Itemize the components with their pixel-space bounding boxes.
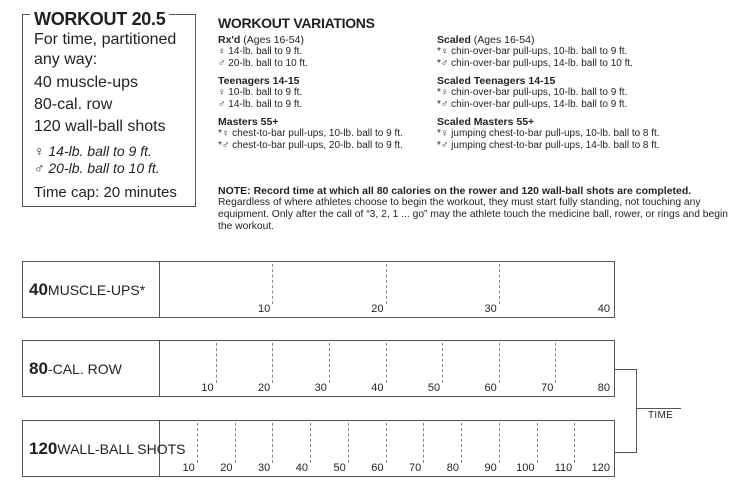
tick-mark [272,423,273,463]
tick-mark [499,343,500,383]
row-label: 120 WALL-BALL SHOTS [23,421,160,476]
time-label: TIME [648,410,674,421]
tick-mark [555,343,556,383]
tick-mark [235,423,236,463]
tick-label: 10 [258,303,271,315]
variation-line: *♂ chin-over-bar pull-ups, 14-lb. ball to 10 ft. [437,58,633,69]
tick-mark [423,423,424,463]
variation-heading: Masters 55+ [218,116,279,128]
variation-line: *♀ chest-to-bar pull-ups, 10-lb. ball to 9 ft. [218,128,403,139]
row-label: 80 -CAL. ROW [23,341,160,396]
workout-line: any way: [34,51,98,68]
tick-mark [537,423,538,463]
variation-line: *♂ chest-to-bar pull-ups, 20-lb. ball to 9 ft. [218,140,403,151]
variation-heading: Scaled Masters 55+ [437,116,535,128]
time-bracket [615,369,637,453]
tick-mark [386,264,387,304]
tick-mark [386,343,387,383]
tick-label: 60 [484,382,497,394]
tick-label: 20 [258,382,271,394]
tick-mark [461,423,462,463]
tick-label: 100 [516,462,535,474]
tick-label: 50 [427,382,441,394]
time-cap: Time cap: 20 minutes [34,184,177,201]
variation-line: ♂ 20-lb. ball to 10 ft. [218,58,308,69]
note [218,185,742,233]
tick-label: 40 [295,462,308,474]
tick-mark [216,343,217,383]
tick-label: 50 [333,462,346,474]
tick-label: 110 [554,462,573,474]
workout-line: 80-cal. row [34,96,113,113]
tick-label: 60 [371,462,384,474]
tick-mark [574,423,575,463]
variation-line: *♂ chin-over-bar pull-ups, 14-lb. ball to 9 ft. [437,99,628,110]
variation-line: *♂ jumping chest-to-bar pull-ups, 14-lb. ball to 8 ft. [437,140,660,151]
tick-label: 10 [182,462,195,474]
tick-label: 80 [597,382,610,394]
variation-line: *♀ chin-over-bar pull-ups, 10-lb. ball to 9 ft. [437,46,628,57]
tick-mark [499,264,500,304]
tick-label: 10 [201,382,214,394]
variation-heading: Teenagers 14-15 [218,75,300,87]
tick-label: 20 [371,303,384,315]
tick-mark [272,343,273,383]
note-bold: NOTE: Record time at which all 80 calories on the rower and 120 wall-ball shots are completed. [218,185,692,197]
tick-label: 30 [314,382,327,394]
tick-label: 70 [541,382,554,394]
tick-label: 30 [258,462,271,474]
variations-title: WORKOUT VARIATIONS [218,15,375,31]
scoresheet-row-wall-balls [22,420,615,477]
variation-line: ♂ 14-lb. ball to 9 ft. [218,99,303,110]
tick-label: 30 [484,303,497,315]
tick-label: 40 [597,303,610,315]
variation-line: ♀ 10-lb. ball to 9 ft. [218,87,303,98]
variation-heading: Scaled Teenagers 14-15 [437,75,556,87]
scoresheet-row-row [22,340,615,397]
tick-mark [329,343,330,383]
tick-label: 70 [409,462,422,474]
tick-mark [499,423,500,463]
workout-line: For time, partitioned [34,31,177,48]
tick-label: 40 [371,382,384,394]
tick-label: 20 [220,462,233,474]
ball-female: ♀ 14-lb. ball to 9 ft. [34,143,152,159]
variation-line: ♀ 14-lb. ball to 9 ft. [218,46,303,57]
workout-line: 120 wall-ball shots [34,118,166,135]
note-text: Regardless of where athletes choose to begin the workout, they must start fully standing, not touching any equipment. Only after the call of “3, 2, 1 ... go” may the athlete touch the medicine ball, rower, or rings and begin the workout. [218,197,728,232]
tick-mark [310,423,311,463]
workout-line: 40 muscle-ups [34,74,139,91]
tick-mark [348,423,349,463]
variation-line: *♀ chin-over-bar pull-ups, 10-lb. ball to 9 ft. [437,87,628,98]
row-label: 40 MUSCLE-UPS* [23,262,160,317]
tick-mark [442,343,443,383]
ball-male: ♂ 20-lb. ball to 10 ft. [34,160,160,176]
tick-label: 90 [484,462,497,474]
tick-label: 80 [446,462,459,474]
variation-line: *♀ jumping chest-to-bar pull-ups, 10-lb. ball to 8 ft. [437,128,660,139]
workout-title: WORKOUT 20.5 [30,9,169,30]
tick-mark [272,264,273,304]
variation-heading: Rx'd (Ages 16-54) [218,34,304,46]
tick-mark [386,423,387,463]
variations-left [218,34,403,152]
tick-label: 120 [591,462,610,474]
scoresheet-row-muscle-ups [22,261,615,318]
variations-right [437,34,660,152]
time-entry-line[interactable] [637,408,681,409]
tick-mark [197,423,198,463]
variation-heading: Scaled (Ages 16-54) [437,34,535,46]
